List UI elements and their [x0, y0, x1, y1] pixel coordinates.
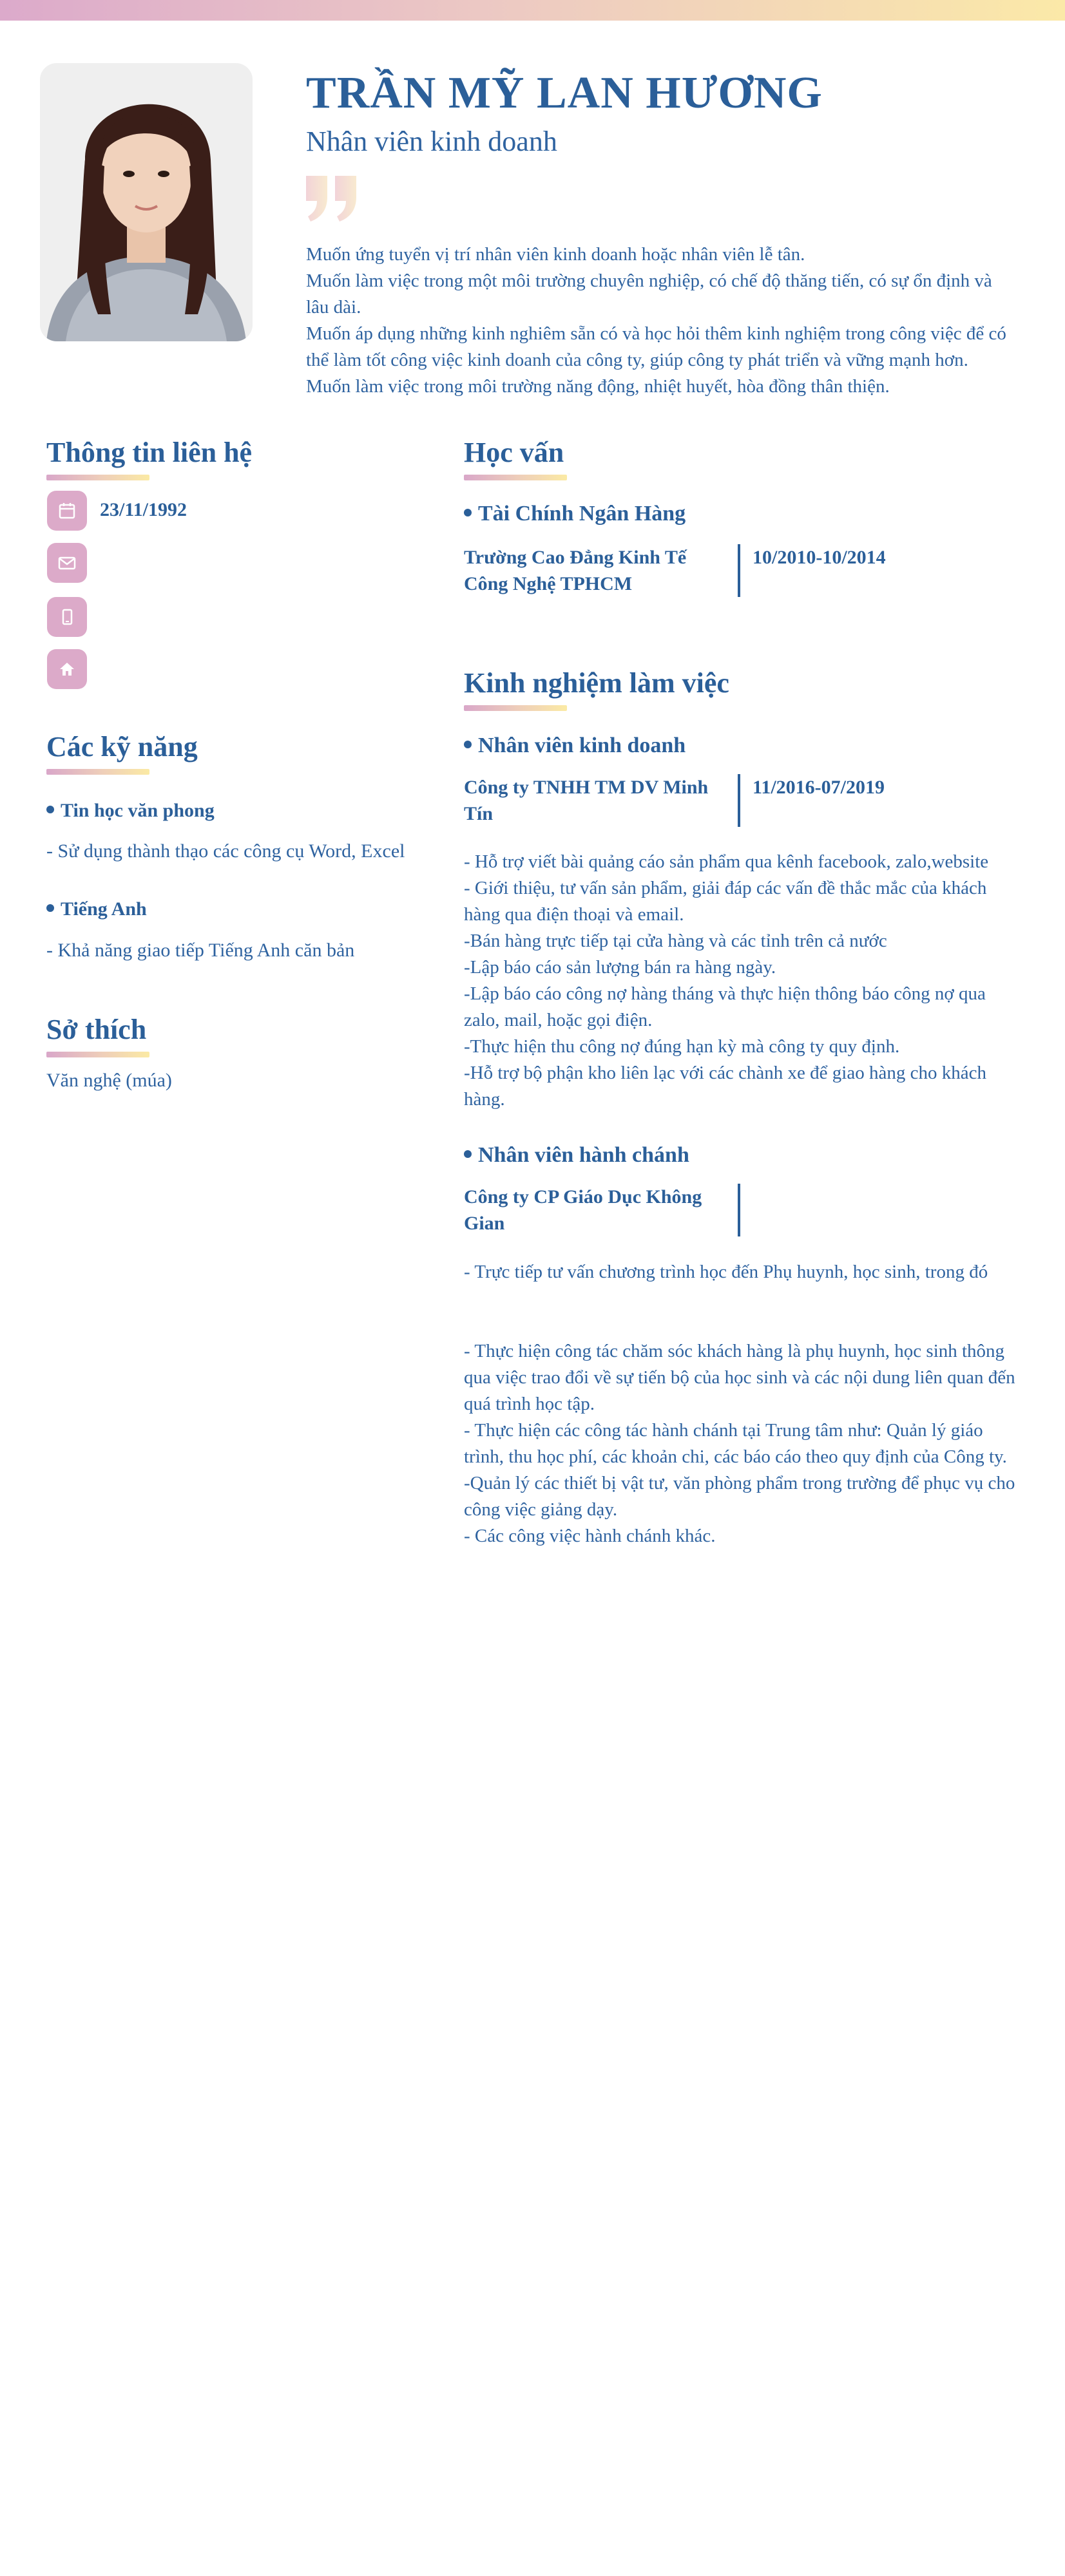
objective-line: Muốn làm việc trong môi trường năng động, nhiệt huyết, hòa đồng thân thiện. [306, 376, 890, 397]
experience-section-title: Kinh nghiệm làm việc [464, 667, 729, 699]
home-icon [47, 649, 87, 689]
duty-line: -Quản lý các thiết bị vật tư, văn phòng phẩm trong trường để phục vụ cho công việc giảng dạy. [464, 1473, 1015, 1520]
candidate-job-title: Nhân viên kinh doanh [306, 126, 557, 157]
job-duties [464, 1338, 1018, 1549]
education-dates: 10/2010-10/2014 [753, 547, 886, 568]
duty-line: -Lập báo cáo công nợ hàng tháng và thực hiện thông báo công nợ qua zalo, mail, hoặc gọi điện. [464, 983, 986, 1030]
profile-photo [40, 63, 253, 341]
education-major: Tài Chính Ngân Hàng [464, 502, 686, 526]
duty-line: - Các công việc hành chánh khác. [464, 1526, 716, 1546]
job-duties [464, 849, 1018, 1113]
phone-icon [47, 597, 87, 637]
objective-line: Muốn ứng tuyển vị trí nhân viên kinh doanh hoặc nhân viên lễ tân. [306, 244, 805, 265]
duty-line: -Hỗ trợ bộ phận kho liên lạc với các chành xe để giao hàng cho khách hàng. [464, 1063, 986, 1110]
duty-line: -Bán hàng trực tiếp tại cửa hàng và các tỉnh trên cả nước [464, 931, 887, 951]
education-school: Trường Cao Đẳng Kinh Tế Công Nghệ TPHCM [464, 547, 687, 594]
job-dates: 11/2016-07/2019 [753, 777, 885, 798]
divider-line [738, 544, 740, 597]
envelope-icon [47, 543, 87, 583]
section-underline [464, 475, 567, 480]
job-position: Nhân viên hành chánh [464, 1143, 689, 1168]
section-underline [46, 475, 149, 480]
skill-detail: - Sử dụng thành thạo các công cụ Word, Excel [46, 840, 405, 862]
duty-line: - Giới thiệu, tư vấn sản phẩm, giải đáp các vấn đề thắc mắc của khách hàng qua điện thoại và email. [464, 878, 987, 925]
section-underline [464, 705, 567, 711]
job-duties-intro: - Trực tiếp tư vấn chương trình học đến Phụ huynh, học sinh, trong đó [464, 1262, 988, 1282]
hobbies-text: Văn nghệ (múa) [46, 1070, 172, 1091]
skill-name: Tiếng Anh [46, 898, 147, 920]
career-objective [306, 242, 1015, 400]
skills-section-title: Các kỹ năng [46, 731, 198, 762]
contact-section-title: Thông tin liên hệ [46, 437, 253, 468]
skill-name: Tin học văn phong [46, 800, 215, 822]
duty-line: - Thực hiện các công tác hành chánh tại Trung tâm như: Quản lý giáo trình, thu học phí, các khoản chi, các báo cáo theo quy định của Công ty. [464, 1420, 1007, 1467]
education-section-title: Học vấn [464, 437, 564, 468]
objective-line: Muốn làm việc trong một môi trường chuyên nghiệp, có chế độ thăng tiến, có sự ổn định và lâu dài. [306, 270, 992, 317]
birthday-value: 23/11/1992 [100, 499, 187, 520]
job-company: Công ty CP Giáo Dục Không Gian [464, 1186, 702, 1234]
divider-line [738, 774, 740, 827]
candidate-name: TRẦN MỸ LAN HƯƠNG [306, 68, 823, 118]
duty-line: - Hỗ trợ viết bài quảng cáo sản phẩm qua kênh facebook, zalo,website [464, 851, 989, 872]
section-underline [46, 1052, 149, 1057]
section-underline [46, 769, 149, 775]
objective-line: Muốn áp dụng những kinh nghiêm sẵn có và học hỏi thêm kinh nghiệm trong công việc để có thể làm tốt công việc kinh doanh của công ty, giúp công ty phát triển và vững mạnh hơn. [306, 323, 1006, 370]
quote-icon [303, 173, 361, 224]
duty-line: -Lập báo cáo sản lượng bán ra hàng ngày. [464, 957, 776, 978]
job-position: Nhân viên kinh doanh [464, 734, 686, 758]
job-company: Công ty TNHH TM DV Minh Tín [464, 777, 709, 824]
divider-line [738, 1184, 740, 1236]
calendar-icon [47, 491, 87, 531]
duty-line: - Thực hiện công tác chăm sóc khách hàng là phụ huynh, học sinh thông qua việc trao đổi về sự tiến bộ của học sinh và các nội dung liên quan đến quá trình học tập. [464, 1341, 1015, 1414]
hobbies-section-title: Sở thích [46, 1014, 147, 1045]
top-gradient-bar [0, 0, 1065, 21]
skill-detail: - Khả năng giao tiếp Tiếng Anh căn bản [46, 940, 355, 961]
duty-line: -Thực hiện thu công nợ đúng hạn kỳ mà công ty quy định. [464, 1036, 900, 1057]
